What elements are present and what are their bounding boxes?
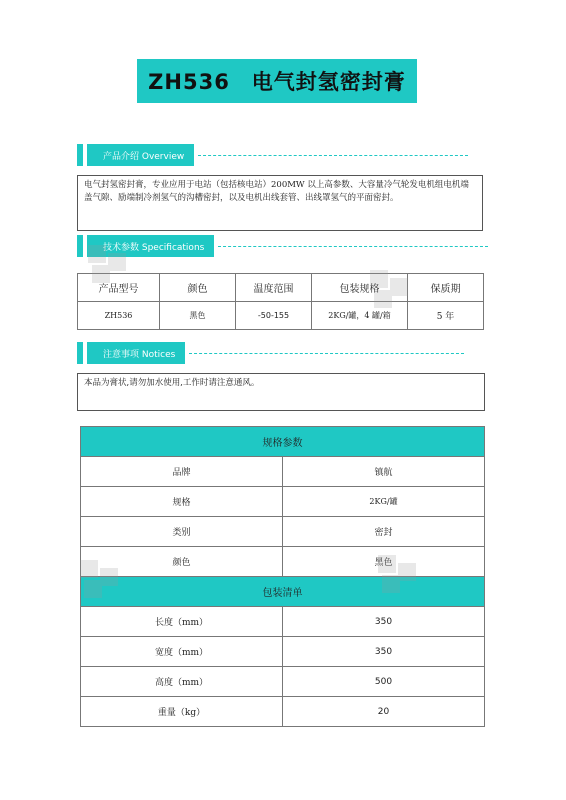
param-value-brand: 镇航 [283,457,485,487]
table-row [81,487,485,517]
table-row [81,517,485,547]
section-header-overview [77,144,468,166]
param-value-weight: 20 [283,697,485,727]
params-head-row-2 [81,577,485,607]
param-label-color: 颜色 [81,547,283,577]
param-value-length: 350 [283,607,485,637]
section-title-specifications: 技术参数 Specifications [87,235,214,257]
spec-header-temp: 温度范围 [236,274,312,302]
spec-data-row [78,302,484,330]
param-value-spec: 2KG/罐 [283,487,485,517]
spec-header-model: 产品型号 [78,274,160,302]
page-title-box [137,59,417,103]
section-title-overview: 产品介绍 Overview [87,144,194,166]
section-header-specifications [77,235,488,257]
spec-header-row [78,274,484,302]
overview-text: 电气封氢密封膏，专业应用于电站（包括核电站）200MW 以上高参数、大容量冷气轮发电机组电机端盖气隙、励端制冷剂氢气的沟槽密封，以及电机出线套管、出线罩氢气的平面密封。 [84,180,469,203]
notice-text: 本品为膏状,请勿加水使用,工作时请注意通风。 [84,378,260,388]
param-label-weight: 重量（kg） [81,697,283,727]
param-label-height: 高度（mm） [81,667,283,697]
params-table [80,426,485,727]
section-header-notices [77,342,464,364]
param-label-length: 长度（mm） [81,607,283,637]
param-label-width: 宽度（mm） [81,637,283,667]
param-value-color: 黑色 [283,547,485,577]
notice-box [77,373,485,411]
spec-cell-color: 黑色 [160,302,236,330]
table-row [81,607,485,637]
page-title: ZH536 电气封氢密封膏 [148,70,406,94]
table-row [81,697,485,727]
params-head-package: 包装清单 [81,577,485,607]
spec-header-color: 颜色 [160,274,236,302]
spec-table [77,273,484,330]
spec-cell-temp: -50-155 [236,302,312,330]
table-row [81,547,485,577]
param-label-category: 类别 [81,517,283,547]
param-value-height: 500 [283,667,485,697]
overview-box [77,175,483,231]
param-label-spec: 规格 [81,487,283,517]
table-row [81,667,485,697]
spec-cell-model: ZH536 [78,302,160,330]
params-head-row-1 [81,427,485,457]
params-head-spec: 规格参数 [81,427,485,457]
spec-cell-package: 2KG/罐，4 罐/箱 [312,302,408,330]
table-row [81,457,485,487]
param-value-width: 350 [283,637,485,667]
spec-cell-shelf-life: 5 年 [408,302,484,330]
table-row [81,637,485,667]
spec-header-package: 包装规格 [312,274,408,302]
param-value-category: 密封 [283,517,485,547]
section-title-notices: 注意事项 Notices [87,342,185,364]
param-label-brand: 品牌 [81,457,283,487]
spec-header-shelf-life: 保质期 [408,274,484,302]
